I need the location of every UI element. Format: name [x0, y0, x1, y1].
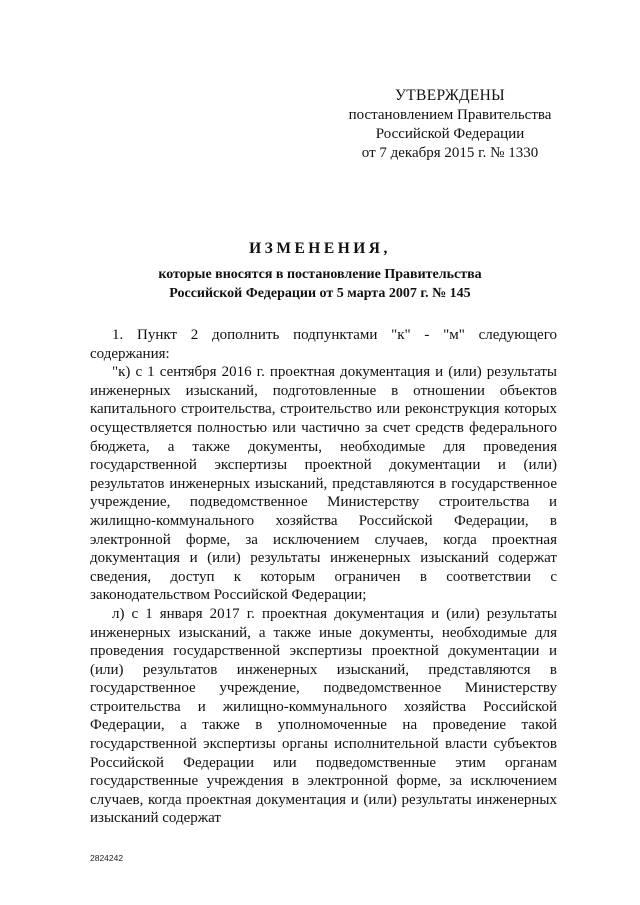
- paragraph-subitem-l: л) с 1 января 2017 г. проектная документация и (или) результаты инженерных изысканий, а также иные документы, необходимые для проведения государственной экспертизы проектной документации и (или) результатов инженерных изысканий, представляются в государственное учреждение, подведомственное Министерству строительства и жилищно-коммунального хозяйства Российской Федерации, а также в уполномоченные на проведение такой государственной экспертизы органы исполнительной власти субъектов Российской Федерации или подведомственные этим органам государственные учреждения в электронной форме, за исключением случаев, когда проектная документация и (или) результаты инженерных изысканий содержат: [90, 605, 557, 827]
- approval-heading: УТВЕРЖДЕНЫ: [395, 87, 505, 104]
- document-subtitle: [90, 265, 550, 303]
- approval-line-2: Российской Федерации: [375, 126, 525, 142]
- document-title: ИЗМЕНЕНИЯ,: [249, 240, 391, 257]
- paragraph-item-1: 1. Пункт 2 дополнить подпунктами "к" - "м" следующего содержания:: [90, 327, 557, 362]
- approval-block: [330, 86, 570, 163]
- approval-line-1: постановлением Правительства: [348, 107, 552, 123]
- document-number: 2824242: [90, 853, 124, 863]
- subtitle-line-1: которые вносятся в постановление Правительства: [158, 267, 482, 282]
- approval-line-3: от 7 декабря 2015 г. № 1330: [361, 145, 539, 161]
- paragraph-subitem-k: "к) с 1 сентября 2016 г. проектная документация и (или) результаты инженерных изысканий, подготовленные в отношении объектов капитального строительства, строительство или реконструкция которых осуществляется полностью или частично за счет средств федерального бюджета, а также документы, необходимые для проведения государственной экспертизы проектной документации и (или) результатов инженерных изысканий, представляются в государственное учреждение, подведомственное Министерству строительства и жилищно-коммунального хозяйства Российской Федерации, в электронной форме, за исключением случаев, когда проектная документация и (или) результаты инженерных изысканий содержат сведения, доступ к которым ограничен в соответствии с законодательством Российской Федерации;: [90, 364, 557, 604]
- subtitle-line-2: Российской Федерации от 5 марта 2007 г. № 145: [169, 286, 471, 301]
- document-body: [90, 326, 557, 828]
